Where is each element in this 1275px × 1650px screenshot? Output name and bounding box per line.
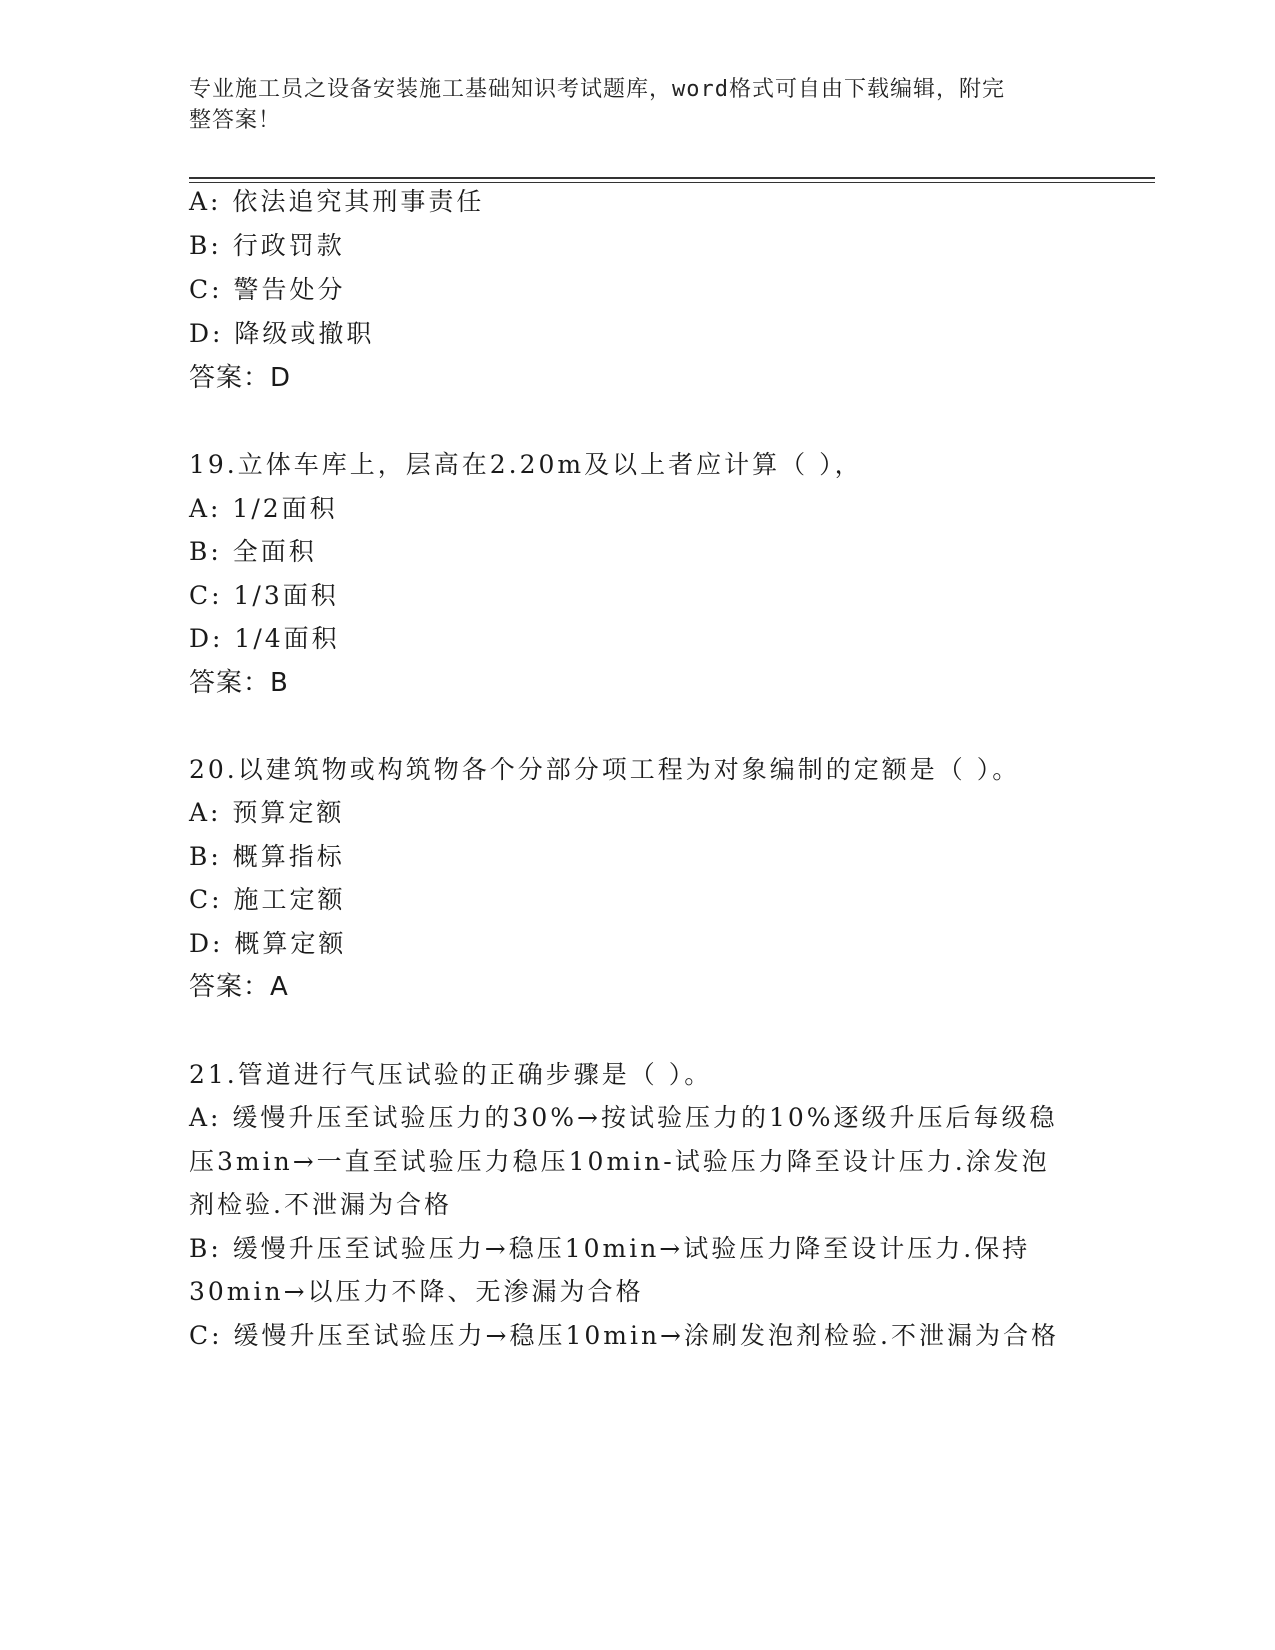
q19-stem: 19.立体车库上，层高在2.20m及以上者应计算（ ）， xyxy=(189,450,863,479)
q20-option-a: A: 预算定额 xyxy=(189,798,345,827)
q18-option-a: A: 依法追究其刑事责任 xyxy=(189,187,485,216)
q21-option-b-line-2: 30min→以压力不降、无渗漏为合格 xyxy=(189,1277,644,1306)
q18-option-d: D: 降级或撤职 xyxy=(189,319,375,348)
header-line-1: 专业施工员之设备安装施工基础知识考试题库，word格式可自由下载编辑，附完 xyxy=(189,77,1005,102)
q21-option-a-line-1: A: 缓慢升压至试验压力的30%→按试验压力的10%逐级升压后每级稳 xyxy=(189,1103,1058,1132)
q21-stem: 21.管道进行气压试验的正确步骤是（ ）。 xyxy=(189,1060,713,1089)
q20-stem: 20.以建筑物或构筑物各个分部分项工程为对象编制的定额是（ ）。 xyxy=(189,755,1021,784)
q18-option-b: B: 行政罚款 xyxy=(189,231,345,260)
q19-option-d: D: 1/4面积 xyxy=(189,624,340,653)
q18-option-c: C: 警告处分 xyxy=(189,275,346,304)
q19-answer: 答案：B xyxy=(189,668,289,698)
header-divider-thin xyxy=(189,182,1155,183)
q19-option-a: A: 1/2面积 xyxy=(189,494,338,523)
q20-option-b: B: 概算指标 xyxy=(189,842,345,871)
document-header xyxy=(189,74,1069,136)
q19-option-c: C: 1/3面积 xyxy=(189,581,339,610)
q21-option-a-line-2: 压3min→一直至试验压力稳压10min-试验压力降至设计压力.涂发泡 xyxy=(189,1147,1050,1176)
header-divider-thick xyxy=(189,177,1155,179)
q20-answer: 答案：A xyxy=(189,972,289,1002)
header-line-2: 整答案！ xyxy=(189,108,282,133)
q18-answer: 答案：D xyxy=(189,363,292,393)
q20-option-d: D: 概算定额 xyxy=(189,929,347,958)
q19-option-b: B: 全面积 xyxy=(189,537,317,566)
q21-option-c-line-1: C: 缓慢升压至试验压力→稳压10min→涂刷发泡剂检验.不泄漏为合格 xyxy=(189,1321,1059,1350)
q20-option-c: C: 施工定额 xyxy=(189,885,346,914)
q21-option-a-line-3: 剂检验.不泄漏为合格 xyxy=(189,1190,452,1219)
q21-option-b-line-1: B: 缓慢升压至试验压力→稳压10min→试验压力降至设计压力.保持 xyxy=(189,1234,1031,1263)
